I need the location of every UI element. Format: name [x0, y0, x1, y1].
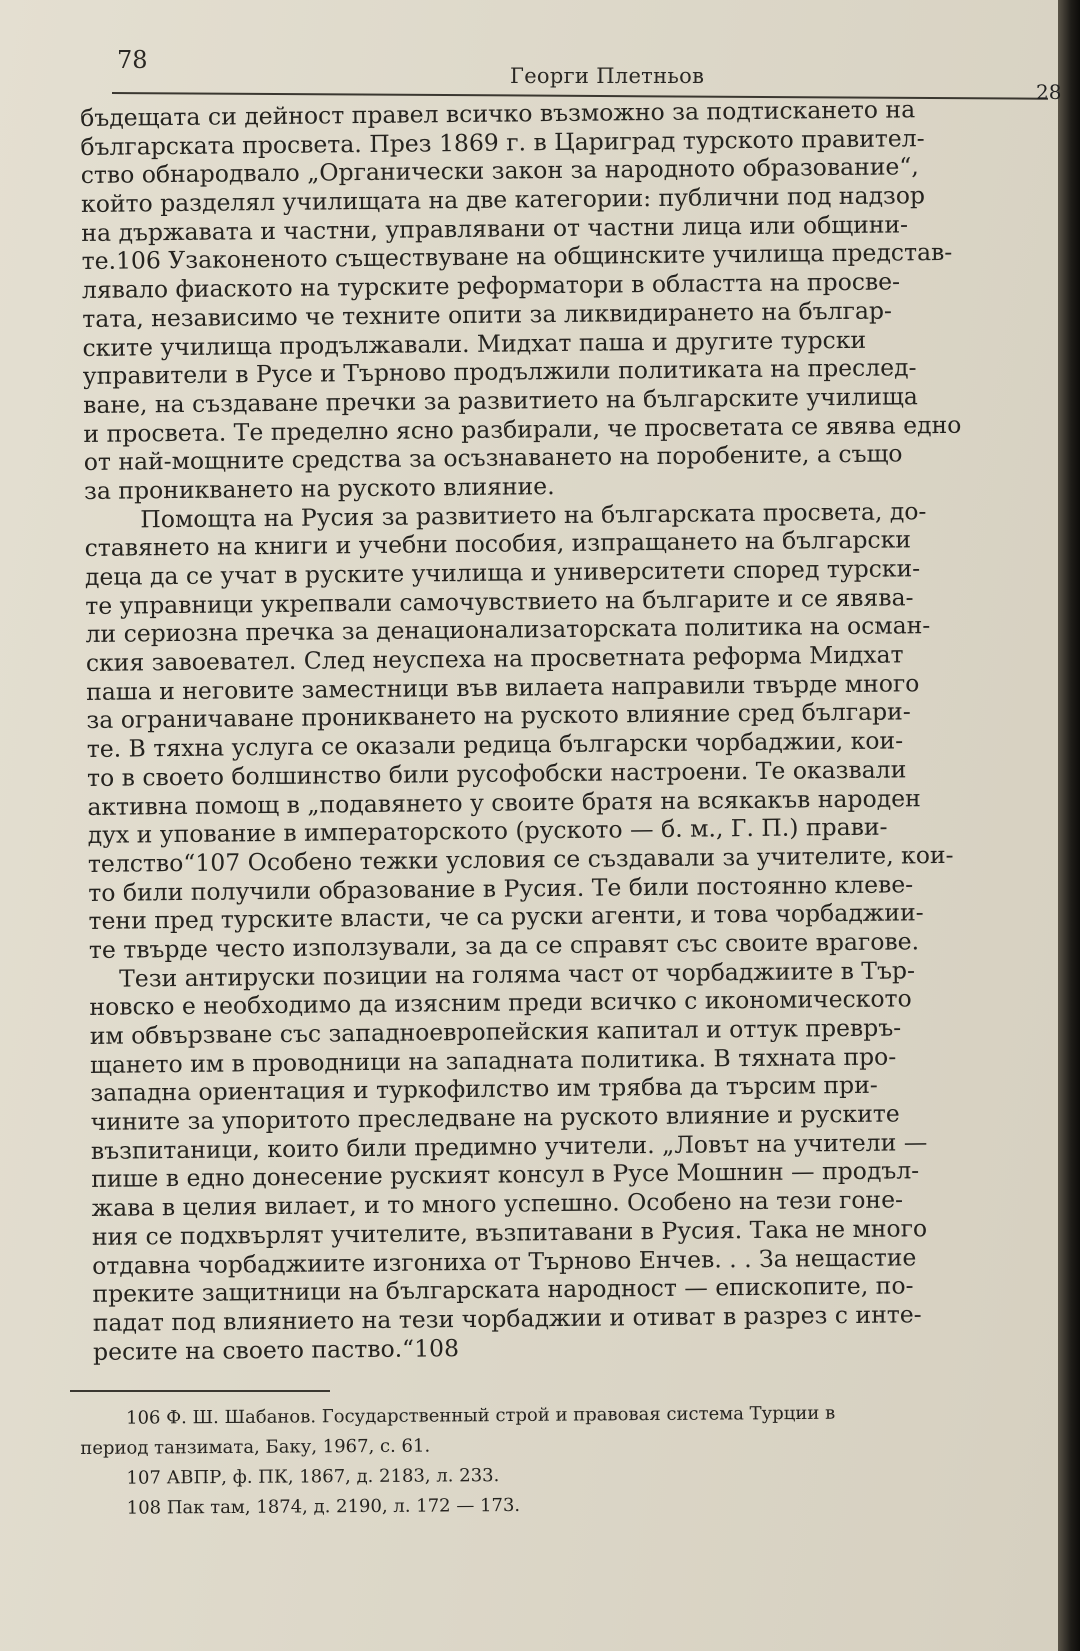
text-line: то били получили образование в Русия. Те били постоянно клеве-: [88, 869, 914, 907]
page-number: 78: [117, 46, 148, 74]
text-line: те управници укрепвали самочувствието на българите и се явява-: [85, 582, 914, 620]
text-line: деца да се учат в руските училища и университети според турски-: [84, 554, 921, 591]
text-line: активна помощ в „подавянето у своите братя на всякакъв народен: [87, 783, 921, 821]
text-line: Тези антируски позиции на голяма част от чорбаджиите в Тър-: [119, 955, 916, 993]
text-line: новско е необходимо да изясним преди всичко с икономическото: [89, 984, 912, 1022]
text-line: отдавна чорбаджиите изгониха от Търново Енчев. . . За нещастие: [92, 1242, 917, 1280]
footnote-line: 107 АВПР, ф. ПК, 1867, д. 2183, л. 233.: [126, 1465, 500, 1489]
text-line: дух и упование в императорското (руското — б. м., Г. П.) прави-: [87, 812, 888, 850]
text-line: ване, на създаване пречки за развитието на българските училища: [83, 382, 918, 419]
text-line: те.106 Узаконеното съществуване на общинските училища представ-: [81, 238, 953, 276]
footnote-line: 106 Ф. Ш. Шабанов. Государственный строй и правовая система Турции в: [126, 1402, 836, 1429]
next-page-number: 28: [1036, 80, 1062, 104]
text-line: бъдещата си дейност правел всичко възможно за подтискането на: [80, 95, 916, 132]
text-line: възпитаници, които били предимно учители. „Ловът на учители —: [90, 1127, 928, 1165]
text-line: ство обнародвало „Органически закон за народното образование“,: [80, 152, 919, 190]
text-line: българската просвета. През 1869 г. в Цариград турското правител-: [80, 123, 925, 161]
footnote-rule: [70, 1390, 330, 1392]
text-line: западна ориентация и туркофилство им трябва да търсим при-: [90, 1071, 878, 1108]
text-line: за ограничаване проникването на руското влияние сред българи-: [86, 697, 911, 735]
footnote-line: период танзимата, Баку, 1967, с. 61.: [80, 1435, 431, 1459]
text-line: Помощта на Русия за развитието на българската просвета, до-: [140, 496, 927, 534]
book-spine-shadow: [1058, 0, 1080, 1651]
text-line: на държавата и частни, управлявани от частни лица или общини-: [81, 210, 909, 247]
text-line: тени пред турските власти, че са руски агенти, и това чорбаджии-: [88, 898, 924, 936]
text-line: телство“107 Особено тежки условия се създавали за учителите, кои-: [87, 840, 954, 878]
text-line: щането им в проводници на западната политика. В тяхната про-: [89, 1042, 897, 1079]
text-line: за проникването на руското влияние.: [83, 471, 555, 505]
footnote-line: 108 Пак там, 1874, д. 2190, л. 172 — 173.: [126, 1494, 521, 1519]
text-line: те твърде често използували, за да се справят със своите врагове.: [88, 927, 920, 964]
text-line: и просвета. Те пределно ясно разбирали, че просветата се явява едно: [83, 410, 962, 448]
text-line: от най-мощните средства за осъзнаването на поробените, а също: [83, 439, 903, 477]
text-line: то в своето болшинство били русофобски настроени. Те оказвали: [86, 755, 907, 792]
text-line: ския завоевател. След неуспеха на просветната реформа Мидхат: [85, 640, 904, 678]
footnotes: [80, 1397, 1041, 1524]
running-head: Георги Плетньов: [510, 64, 705, 88]
text-line: тата, независимо че техните опити за ликвидирането на българ-: [82, 296, 893, 333]
page-header: [112, 44, 1052, 96]
text-line: чините за упоритото преследване на руското влияние и руските: [90, 1099, 900, 1137]
body-text: [80, 94, 1053, 1366]
text-line: ли сериозна пречка за денационализаторската политика на осман-: [85, 611, 931, 649]
text-line: пише в едно донесение руският консул в Русе Мошнин — продъл-: [91, 1156, 920, 1194]
text-line: управители в Русе и Търново продължили политиката на преслед-: [82, 353, 917, 391]
text-line: им обвързване със западноевропейския капитал и оттук превръ-: [89, 1013, 902, 1050]
text-line: преките защитници на българската народност — епископите, по-: [92, 1271, 914, 1309]
text-line: ресите на своето паство.“108: [92, 1333, 460, 1366]
text-line: ставянето на книги и учебни пособия, изпращането на български: [84, 525, 912, 563]
text-line: който разделял училищата на две категории: публични под надзор: [80, 181, 926, 219]
text-line: паша и неговите заместници във вилаета направили твърде много: [86, 668, 920, 706]
text-line: ските училища продължавали. Мидхат паша и другите турски: [82, 325, 867, 362]
text-line: те. В тяхна услуга се оказали редица български чорбаджии, кои-: [86, 726, 904, 764]
text-line: жава в целия вилает, и то много успешно. Особено на тези гоне-: [91, 1185, 904, 1223]
text-line: ния се подхвърлят учителите, възпитавани в Русия. Така не много: [91, 1214, 928, 1251]
text-line: лявало фиаското на турските реформатори в областта на просве-: [81, 267, 901, 305]
text-line: падат под влиянието на тези чорбаджии и отиват в разрез с инте-: [92, 1300, 922, 1337]
